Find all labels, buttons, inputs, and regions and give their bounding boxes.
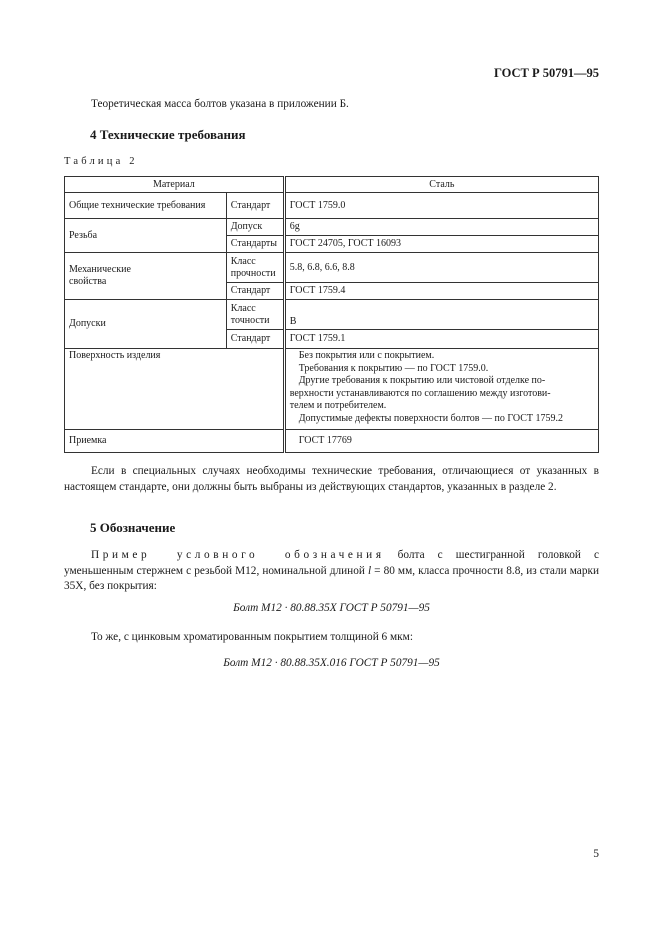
example-tail: = 80 мм, класса прочности 8.8, из стали марки 35Х, без покрытия: [64, 564, 599, 592]
example-rest: болта с шестигранной головкой с уменьшенным стержнем с резьбой М12, номинальной длиной [64, 549, 599, 577]
row-value: ГОСТ 1759.4 [284, 283, 598, 300]
table-caption: Таблица 2 [64, 156, 138, 167]
example-paragraph [64, 548, 599, 595]
requirements-table [64, 176, 599, 453]
row-value: ГОСТ 17769 [284, 430, 598, 453]
document-id: ГОСТ Р 50791—95 [493, 66, 599, 80]
row-name: Поверхность изделия [65, 349, 285, 430]
example-lead: Пример условного обозначения [91, 549, 385, 561]
row-param [226, 253, 284, 283]
surface-line: верхности устанавливаются по соглашению между изготови- [289, 387, 551, 399]
row-name [65, 253, 227, 300]
surface-line: Допустимые дефекты поверхности болтов — по ГОСТ 1759.2 [298, 412, 564, 424]
row-param: Стандарт [226, 283, 284, 300]
row-value: ГОСТ 1759.0 [284, 193, 598, 219]
designation-formula-1: Болт М12 · 80.88.35Х ГОСТ Р 50791—95 [233, 602, 430, 614]
table-row [65, 300, 599, 330]
table-row [65, 193, 599, 219]
row-param: Стандарты [226, 236, 284, 253]
row-name: Резьба [65, 219, 227, 253]
row-name: Приемка [65, 430, 285, 453]
row-param: Стандарт [226, 193, 284, 219]
surface-line: Без покрытия или с покрытием. [298, 350, 435, 361]
header-steel: Сталь [284, 177, 598, 193]
table-row [65, 430, 599, 453]
row-param-line: прочности [230, 267, 276, 279]
page-number: 5 [593, 848, 599, 860]
header-material: Материал [65, 177, 285, 193]
table-row [65, 253, 599, 283]
row-name: Общие технические требования [65, 193, 227, 219]
section-4-heading: 4 Технические требования [90, 127, 246, 142]
row-param [226, 300, 284, 330]
table-header-row [65, 177, 599, 193]
zinc-coating-paragraph: То же, с цинковым хроматированным покрытием толщиной 6 мкм: [91, 631, 413, 643]
row-param: Допуск [226, 219, 284, 236]
table-row [65, 349, 599, 430]
row-param-line: Класс [230, 302, 256, 314]
row-param-line: Класс [230, 255, 256, 267]
intro-paragraph: Теоретическая масса болтов указана в приложении Б. [91, 98, 349, 110]
row-value: В [284, 300, 598, 330]
row-name-line: свойства [69, 276, 107, 287]
designation-formula-2: Болт М12 · 80.88.35Х.016 ГОСТ Р 50791—95 [223, 657, 440, 669]
surface-line: Другие требования к покрытию или чистовой отделке по- [298, 375, 546, 387]
row-param: Стандарт [226, 330, 284, 349]
surface-line: телем и потребителем. [289, 400, 387, 412]
row-value: 5.8, 6.8, 6.6, 8.8 [284, 253, 598, 283]
section-5-heading: 5 Обозначение [90, 520, 176, 535]
length-symbol: l [367, 564, 372, 577]
after-table-paragraph: Если в специальных случаях необходимы технические требования, отличающиеся от указанных в настоящем стандарте, они должны быть выбраны из действующих стандартов, указанных в разделе 2. [64, 465, 599, 493]
row-name: Допуски [65, 300, 227, 349]
table-row [65, 219, 599, 236]
row-value: 6g [284, 219, 598, 236]
row-name-line: Механические [69, 264, 131, 275]
row-param-line: точности [230, 314, 270, 326]
row-value [284, 349, 598, 430]
row-value: ГОСТ 24705, ГОСТ 16093 [284, 236, 598, 253]
surface-line: Требования к покрытию — по ГОСТ 1759.0. [298, 362, 489, 374]
row-value: ГОСТ 1759.1 [284, 330, 598, 349]
